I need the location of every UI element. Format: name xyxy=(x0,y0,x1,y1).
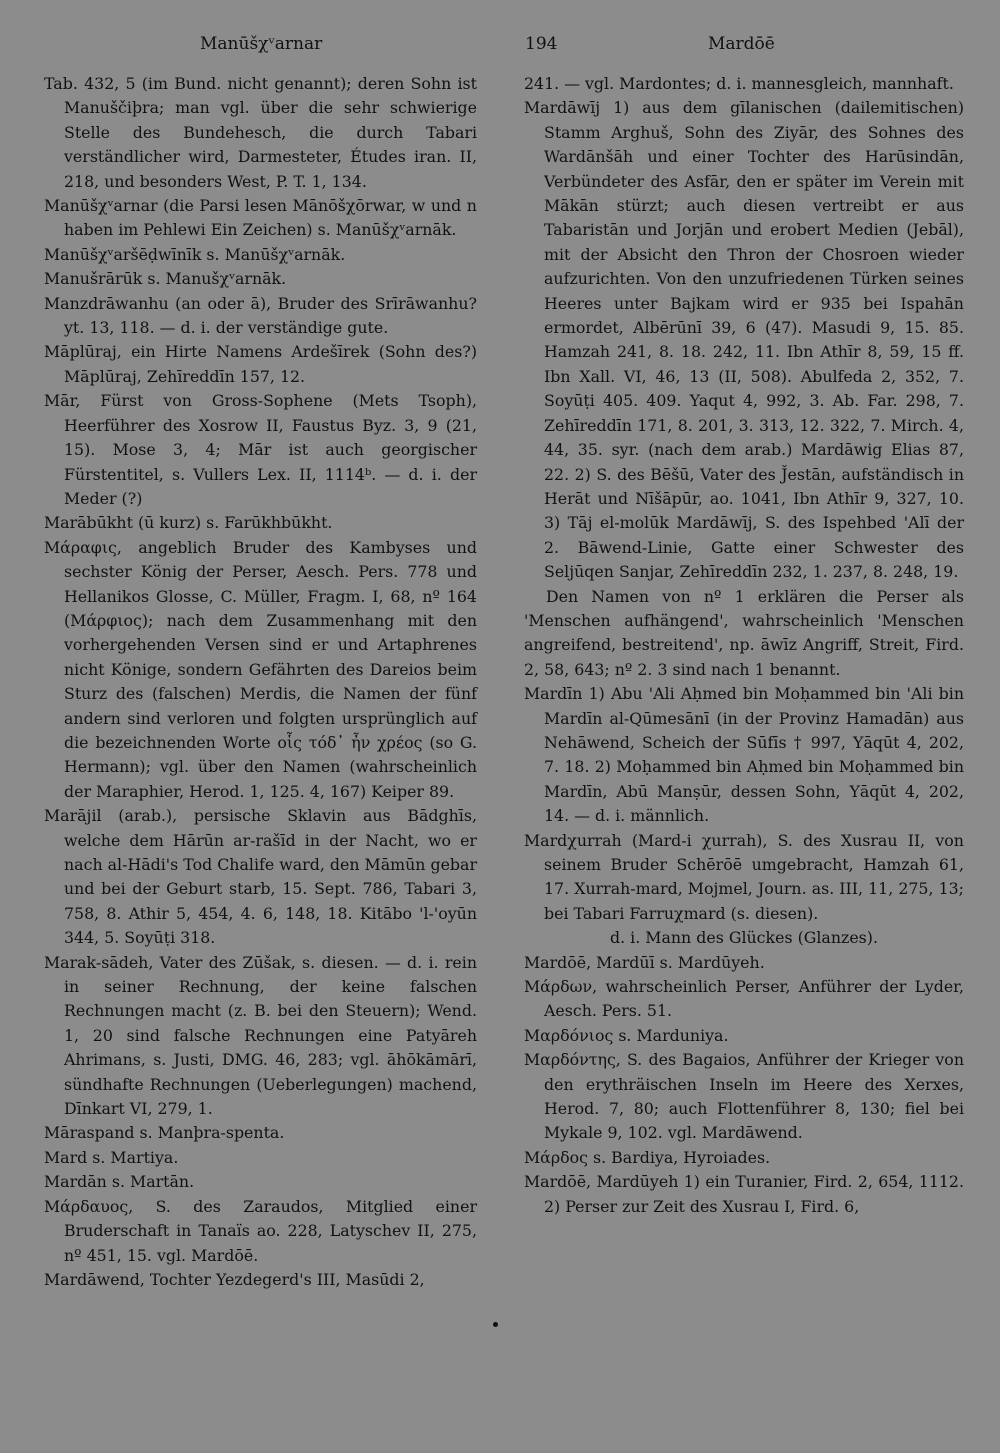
entry-maraspand: Māraspand s. Manþra-spenta. xyxy=(44,1123,285,1143)
entry-mardoe: Mardōē, Mardūī s. Mardūyeh. xyxy=(524,952,765,972)
page-number: 194 xyxy=(525,34,558,54)
entry-maplurraj: Māplūraj, ein Hirte Namens Ardešīrek (Sohn des?) Māplūraj, Zehīreddīn 157, 12. xyxy=(44,342,477,386)
entry-mardon: Μάρδων, wahrscheinlich Perser, Anführer der Lyder, Aesch. Pers. 51. xyxy=(524,977,964,1021)
entry-marabukht: Marābūkht (ū kurz) s. Farūkhbūkht. xyxy=(44,513,333,533)
entry-continuation-mardawend: 241. — vgl. Mardontes; d. i. mannesgleich, mannhaft. xyxy=(524,74,954,93)
entry-mardonios: Μαρδόνιος s. Marduniya. xyxy=(524,1025,729,1045)
entry-mar: Mār, Fürst von Gross-Sophene (Mets Tsoph), Heerführer des Xosrow II, Faustus Byz. 3, 9 (21, 15). Mose 3, 4; Mār ist auch georgischer Fürstentitel, s. Vullers Lex. II, 1114ᵇ. — d. i. der Meder (?) xyxy=(44,391,477,508)
entry-mardawij: Mardāwīj 1) aus dem gīlanischen (dailemitischen) Stamm Arghuš, Sohn des Ziyār, des Sohnes des Wardānšāh und einer Tochter des Harūsindān, Verbündeter des Asfār, den er später im Verein mit Mākān stürzt; auch diesen vertreibt er aus Tabaristān und Jorjān und erobert Medien (Jebāl), mit der Absicht den Thron der Chosroen wieder aufzurichten. Von den unzufriedenen Türken seines Heeres unter Bajkam wird er 935 bei Ispahān ermordet, Albērūnī 39, 6 (47). Masudi 9, 15. 85. Hamzah 241, 8. 18. 242, 11. Ibn Athīr 8, 59, 15 ff. Ibn Xall. VI, 46, 13 (II, 508). Abulfeda 2, 352, 7. Soyūṭi 405. 409. Yaqut 4, 992, 3. Ab. Far. 298, 7. Zehīreddīn 171, 8. 201, 3. 313, 12. 322, 7. Mirch. 4, 44, 35. syr. (nach dem arab.) Mardāwig Elias 87, 22. 2) S. des Bēšū, Vater des J̌estān, aufständisch in Herāt und Nīšāpūr, ao. 1041, Ibn Athīr 9, 327, 10. 3) Tāj el-molūk Mardāwīj, S. des Ispehbed 'Alī der 2. Bāwend-Linie, Gatte einer Schwester des Seljūqen Sanjar, Zehīreddīn 232, 1. 237, 8. 248, 19. xyxy=(524,98,964,582)
entry-maraphis: Μάραφις, angeblich Bruder des Kambyses und sechster König der Perser, Aesch. Pers. 778 und Hellanikos Glosse, C. Müller, Fragm. I, 68, nº 164 (Μάρφιος); nach dem Zusammenhang mit den vorhergehenden Versen sind er und Artaphrenes nicht Könige, sondern Gefährten des Dareios beim Sturz des (falschen) Merdis, die Namen der fünf andern sind verloren und folgten ursprünglich auf die bezeichnenden Worte οἷς τόδ᾽ ἦν χρέος (so G. Hermann); vgl. über den Namen (wahrscheinlich der Maraphier, Herod. 1, 125. 4, 167) Keiper 89. xyxy=(44,537,477,801)
entry-mardxurrah: Mardχurrah (Mard-i χurrah), S. des Xusrau II, von seinem Bruder Schērōē umgebracht, Hamzah 61, 17. Xurrah-mard, Mojmel, Journ. as. III, 11, 275, 13; bei Tabari Farruχmard (s. diesen). xyxy=(524,830,964,923)
note-mardawij: Den Namen von nº 1 erklären die Perser als 'Menschen aufhängend', wahrscheinlich 'Menschen angreifend, bestreitend', np. āwīz Angriff, Streit, Fird. 2, 58, 643; nº 2. 3 sind nach 1 benannt. xyxy=(524,586,964,679)
entry-marajil: Marājil (arab.), persische Sklavin aus Bādghīs, welche dem Hārūn ar-rašīd in der Nacht, wo er nach al-Hādi's Tod Chalife ward, den Māmūn gebar und bei der Geburt starb, 15. Sept. 786, Tabari 3, 758, 8. Athir 5, 454, 4. 6, 148, 18. Kitābo 'l-'oyūn 344, 5. Soyūṭi 318. xyxy=(44,806,478,948)
entry-continuation: Tab. 432, 5 (im Bund. nicht genannt); deren Sohn ist Manuščiþra; man vgl. über die sehr schwierige Stelle des Bundehesch, die durch Tabari verständlicher wird, Darmesteter, Études iran. II, 218, und besonders West, P. T. 1, 134. xyxy=(44,74,477,191)
entry-mardan: Mardān s. Martān. xyxy=(44,1172,195,1192)
entry-manusrarruk: Manušrārūk s. Manušχᵛarnāk. xyxy=(44,269,287,289)
entry-manzdrawanhu: Manzdrāwanhu (an oder ā), Bruder des Srīrāwanhu? yt. 13, 118. — d. i. der verständige gute. xyxy=(44,293,477,338)
entry-mardontes: Μαρδόντης, S. des Bagaios, Anführer der Krieger von den erythräischen Inseln im Heere des Xerxes, Herod. 7, 80; auch Flottenführer 8, 130; fiel bei Mykale 9, 102. vgl. Mardāwend. xyxy=(524,1050,964,1143)
entry-mardawend: Mardāwend, Tochter Yezdegerd's III, Masūdi 2, xyxy=(44,1269,425,1289)
entry-marak-sadeh: Marak-sādeh, Vater des Zūšak, s. diesen. — d. i. rein in seiner Rechnung, der keine falschen Rechnungen macht (z. B. bei den Steuern); Wend. 1, 20 sind falsche Rechnungen eine Patyāreh Ahrimans, s. Justi, DMG. 46, 283; vgl. āhōkāmārī, sündhafte Rechnungen (Ueberlegungen) machend, Dīnkart VI, 279, 1. xyxy=(44,952,477,1119)
entry-mardos: Μάρδος s. Bardiya, Hyroiades. xyxy=(524,1147,771,1167)
entry-mardin: Mardīn 1) Abu 'Ali Aḥmed bin Moḥammed bin 'Ali bin Mardīn al-Qūmesānī (in der Provinz Hamadān) aus Nehāwend, Scheich der Sūfīs † 997, Yāqūt 4, 202, 7. 18. 2) Moḥammed bin Aḥmed bin Moḥammed bin Mardīn, Abū Manṣūr, dessen Sohn, Yāqūt 4, 202, 14. — d. i. männlich. xyxy=(524,684,964,826)
right-column xyxy=(524,72,964,1219)
entry-mard: Mard s. Martiya. xyxy=(44,1147,179,1167)
running-header xyxy=(40,34,960,60)
print-speck xyxy=(493,1322,498,1327)
header-left-keyword: Manūšχᵛarnar xyxy=(200,34,323,54)
entry-manuschwarnar: Manūšχᵛarnar (die Parsi lesen Mānōšχōrwar, w und n haben im Pehlewi Ein Zeichen) s. Manūšχᵛarnāk. xyxy=(44,196,477,240)
entry-mardoe-marduyeh: Mardōē, Mardūyeh 1) ein Turanier, Fird. 2, 654, 1112. 2) Perser zur Zeit des Xusrau I, Fird. 6, xyxy=(524,1172,964,1216)
meaning-mardxurrah: d. i. Mann des Glückes (Glanzes). xyxy=(610,928,878,948)
entry-mardauos: Μάρδαυος, S. des Zaraudos, Mitglied einer Bruderschaft in Tanaïs ao. 228, Latyschev II, 275, nº 451, 15. vgl. Mardōē. xyxy=(44,1196,477,1265)
left-column xyxy=(44,72,477,1292)
entry-manuschwarsedwinik: Manūšχᵛaršēḍwīnīk s. Manūšχᵛarnāk. xyxy=(44,244,346,264)
header-right-keyword: Mardōē xyxy=(708,34,775,54)
